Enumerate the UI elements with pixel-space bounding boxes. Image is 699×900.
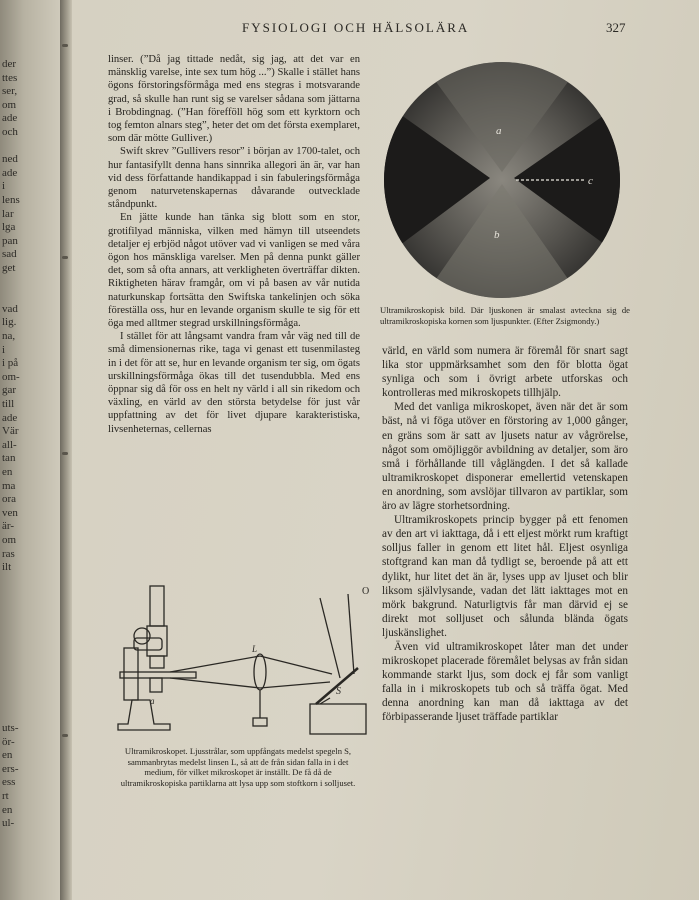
binding-mark — [62, 44, 68, 47]
paragraph: I stället för att långsamt vandra fram vår väg ned till de små dimensionernas rike, taga vi genast ett tusenmilasteg in i det för att se, hur en levande organism ter sig, om ögats urskillningsförmåga ökas till det tusendubbla. Med ens öppnar sig då för oss en helt ny värld i all sin rikedom och växling, en värld av den största betydelse för just vår uppfattning av det för livet djupare karakteristiska, livsenheternas, cellernas — [108, 331, 360, 435]
paragraph: Även vid ultramikroskopet låter man det under mikroskopet placerade föremålet belysas av från sidan kommande starkt ljus, som dock ej får som vanligt falla in i mikroskopets tub och så träffa ögat. Med denna anordning kan man då iakttaga av det förbipasserande ljuset träffade partiklar — [382, 640, 628, 724]
margin-fragment: och — [2, 126, 18, 138]
mirror-box — [310, 704, 366, 734]
paragraph: linser. (”Då jag tittade nedåt, sig jag, att det var en mänsklig varelse, inte sex tum hög ...”) Skalle i stället hans ögons förstoringsförmåga med ens stegras i motsvarande grad, så skulle han runt sig se varelser sådana som jättarna i Brobdingnag. (”Han förefföll hög som ett kyrktorn och tog femton alnars steg”, heter det om det första exemplaret, som där mötte Gulliver.) — [108, 54, 360, 145]
margin-fragment: lga — [2, 221, 16, 234]
objective — [150, 656, 164, 668]
running-title: FYSIOLOGI OCH HÄLSOLÄRA — [242, 20, 470, 35]
margin-fragment: är- — [2, 520, 14, 533]
margin-fragment: ul- — [2, 817, 15, 830]
microscope-eyepiece — [150, 586, 164, 626]
ultramicroscopic-figure — [380, 60, 626, 302]
page-number: 327 — [606, 20, 626, 35]
margin-fragment: lar — [2, 207, 14, 220]
light-ray — [260, 682, 330, 688]
sun-ray — [348, 594, 354, 674]
margin-fragment: ser, — [2, 85, 18, 98]
lens-L — [254, 654, 266, 690]
light-ray — [260, 656, 332, 674]
label-L: L — [252, 644, 258, 654]
left-column — [108, 53, 360, 436]
light-ray — [170, 656, 260, 672]
binding-mark — [62, 734, 68, 737]
margin-fragment: vad — [2, 302, 18, 315]
light-ray — [170, 678, 260, 688]
margin-fragment: ma — [2, 479, 16, 492]
margin-fragment: sad — [2, 248, 17, 261]
margin-fragment: Vär — [2, 425, 19, 438]
margin-fragment: om- — [2, 370, 20, 383]
right-column — [382, 344, 628, 725]
margin-fragment: all- — [2, 438, 17, 451]
margin-fragment: tan — [2, 452, 16, 465]
margin-fragment: om — [2, 98, 17, 111]
margin-fragment: ade — [2, 411, 18, 424]
label-b: b — [494, 229, 500, 241]
label-a: a — [496, 125, 502, 137]
paragraph: Swift skrev ”Gullivers resor” i början av 1700-talet, och hur fantasifyllt denna hans sinnrika allegori än är, var han vid dess författande handikappad i sin fabuleringsförmåga genom naturvetenskapernas dåvarande outvecklade ståndpunkt. — [108, 146, 360, 211]
margin-fragment: till — [2, 398, 15, 410]
margin-fragment: lens — [2, 194, 20, 206]
margin-fragment: gar — [2, 384, 17, 397]
microscope-base — [118, 700, 170, 730]
sun-ray — [320, 598, 340, 678]
margin-fragment: ras — [2, 547, 15, 560]
margin-fragment: ess — [2, 776, 16, 789]
binding-mark — [62, 256, 68, 259]
margin-fragment: i på — [2, 357, 19, 370]
book-gutter — [60, 0, 72, 900]
binding-mark — [62, 452, 68, 455]
figure-caption: Ultramikroskopisk bild. Där ljuskonen är smalast avteckna sig de ultramikroskopiska kornen som ljuspunkter. (Efter Zsigmondy.) — [380, 305, 630, 326]
microscope-tube — [147, 626, 167, 656]
margin-fragment: i — [2, 180, 6, 193]
label-a: a — [150, 696, 155, 706]
label-c: c — [588, 175, 593, 187]
margin-fragment: ers- — [2, 762, 19, 775]
figure-caption: Ultramikroskopet. Ljusstrålar, som uppfångats medelst spegeln S, sammanbrytas medelst linsen L, så att de från sidan falla in i det medium, för vilket mikroskopet är inställt. De få då de ultramikroskopiska partiklarna att lysa upp som stoftkorn i solljuset. — [120, 746, 356, 788]
margin-fragment: en — [2, 803, 13, 816]
margin-fragment: ade — [2, 112, 18, 125]
margin-fragment: pan — [2, 234, 18, 247]
label-S: S — [336, 686, 341, 697]
lens-stand-foot — [253, 718, 267, 726]
paragraph: värld, en värld som numera är föremål för snart sagt lika stor uppmärksamhet som den för blotta ögat synliga och som i övrigt arbete utforskas och kontrolleras med mikroskopets tillhjälp. — [382, 345, 628, 400]
apparatus-drawing — [110, 578, 370, 743]
margin-fragment: get — [2, 262, 16, 274]
paragraph: Med det vanliga mikroskopet, även när det är som bäst, nå vi föga utöver en förstoring av 1,000 gånger, en gräns som är satt av ljusets natur av vågrörelse, något som omöjliggör avbildning av detaljer, som äro små i förhållande till våglängden. I det så kallade ultramikroskopet disponerar emellertid vetenskapen en anordning, som avslöjar tillvaron av partiklar, som äro av lägre storhetsordning. — [382, 401, 628, 513]
ultramicroscope-apparatus-illustration — [110, 578, 370, 743]
paragraph: Ultramikroskopets princip bygger på ett fenomen av den art vi iakttaga, då i ett eljest mörkt rum kraftigt solljus faller in genom ett litet hål. Eljest osynliga stoftgrand kan man då tydligt se, beroende på att ett dylikt, hur litet det än är, lyses upp av ljuset och blir liksom självlysande, vadan det lätt iakttages mot en mörk bakgrund. Naturligtvis får man därvid ej se direkt mot solljuset och sålunda blända ögats ljuskänslighet. — [382, 514, 628, 639]
book-page — [72, 0, 699, 900]
margin-fragment: ör- — [2, 735, 15, 748]
margin-fragment: en — [2, 466, 13, 478]
left-page-edge — [0, 0, 60, 900]
margin-fragment: na, — [2, 330, 16, 342]
label-O: O — [362, 586, 370, 597]
margin-fragment: ade — [2, 166, 18, 179]
margin-fragment: rt — [2, 790, 9, 802]
margin-fragment: ora — [2, 493, 17, 506]
margin-fragment: i — [2, 343, 6, 356]
margin-fragment: ttes — [2, 71, 18, 84]
margin-fragment: om — [2, 534, 17, 546]
margin-fragment: lig. — [2, 316, 17, 329]
microscope-pillar — [124, 648, 138, 700]
microscope-stage — [120, 672, 196, 678]
margin-fragment: uts- — [2, 722, 19, 734]
margin-fragment: ned — [2, 153, 18, 166]
margin-fragment: der — [2, 58, 17, 70]
condenser — [150, 678, 162, 692]
margin-fragment: ven — [2, 506, 18, 519]
ultramicroscopic-image — [380, 60, 626, 302]
margin-fragment: en — [2, 749, 13, 762]
paragraph: En jätte kunde han tänka sig blott som en stor, grotifilyad människa, vilken med hämyn till utseendets detaljer ej erbjöd något utöver vad vi vanligen se med våra ögon hos mänskliga varelser. Men på denna punkt gäller det, som så ofta annars, att verkligheten överträffar dikten. Riktigheten härav framgår, om vi på basen av vår nutida naturkunskap fortsätta den Swiftska tankelinjen och söka föreställa oss, hur en levande organism skulle te sig för ett öga med alltmer stegrad urskillningsförmåga. — [108, 212, 360, 330]
margin-fragment: ilt — [2, 561, 12, 574]
